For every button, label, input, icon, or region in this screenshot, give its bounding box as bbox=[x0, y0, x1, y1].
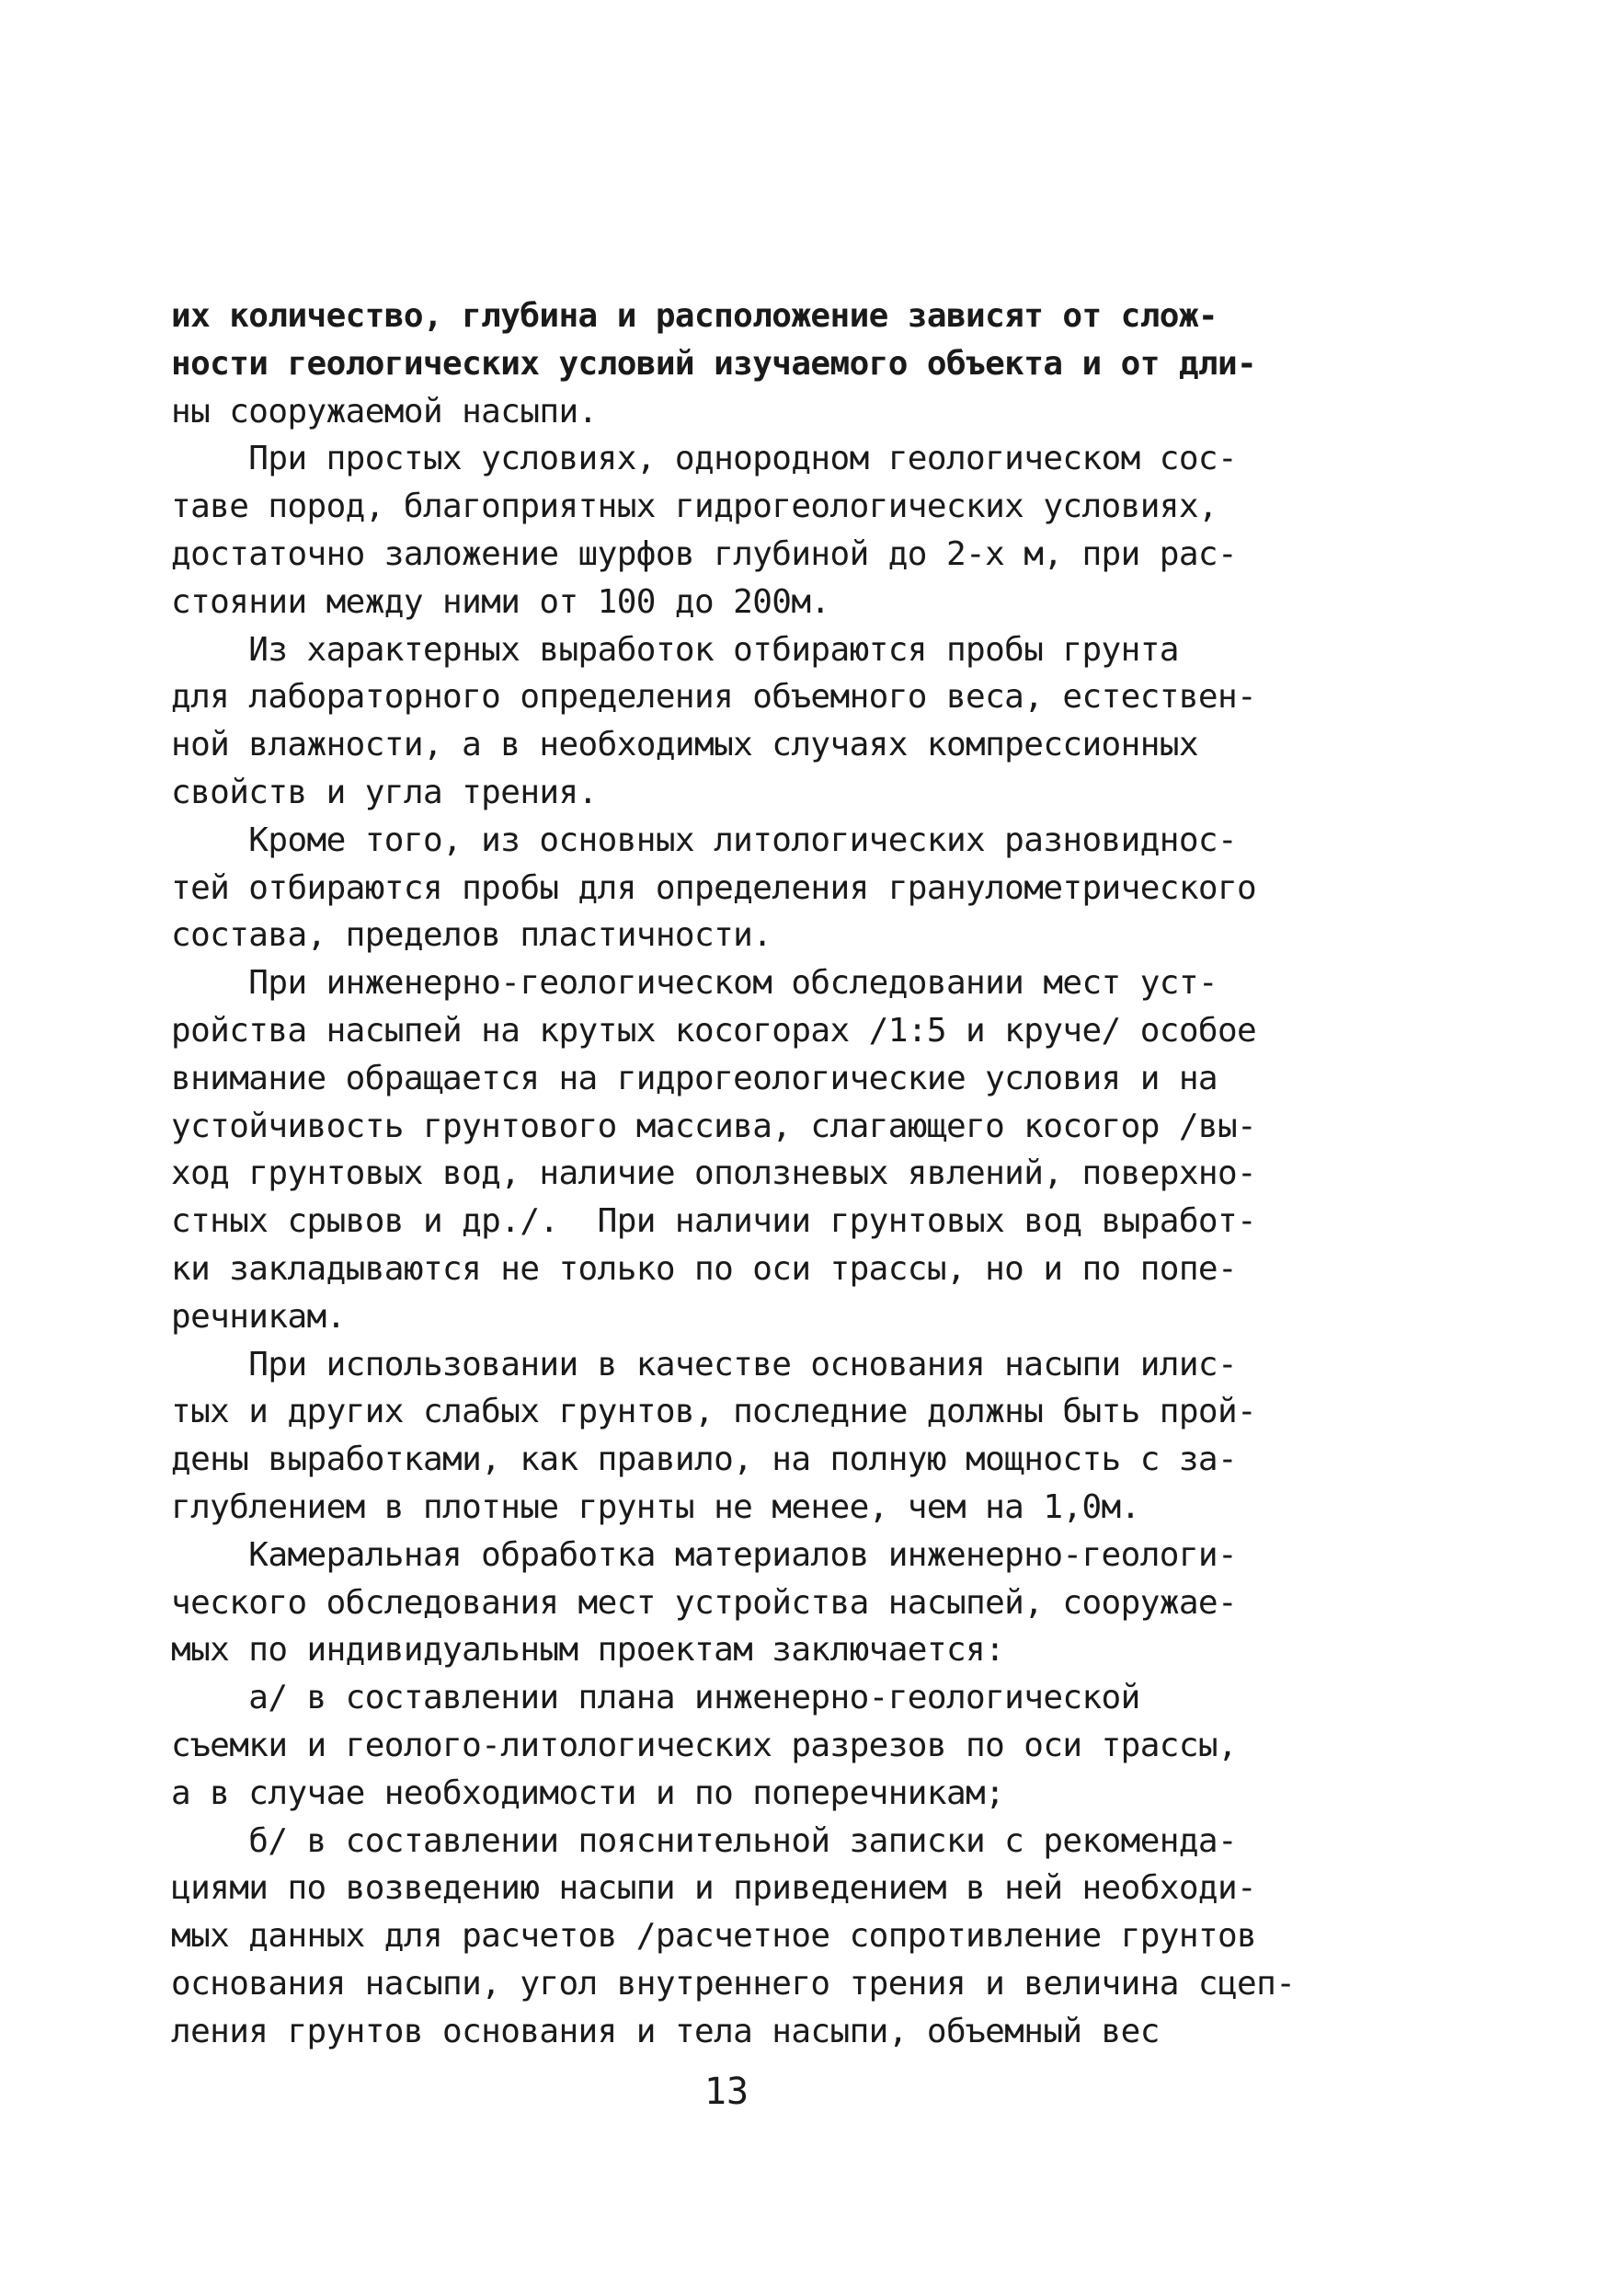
text-line: глублением в плотные грунты не менее, чем на 1,0м. bbox=[171, 1487, 1140, 1526]
text-line: устойчивость грунтового массива, слагающего косогор /вы- bbox=[171, 1107, 1257, 1145]
page-number: 13 bbox=[703, 2071, 749, 2113]
body-text bbox=[171, 293, 1296, 2055]
text-line: тых и других слабых грунтов, последние должны быть прой- bbox=[171, 1393, 1257, 1431]
text-line: а/ в составлении плана инженерно-геологической bbox=[171, 1679, 1140, 1717]
text-line: ления грунтов основания и тела насыпи, объемный вес bbox=[171, 2012, 1160, 2050]
text-line: внимание обращается на гидрогеологические условия и на bbox=[171, 1059, 1218, 1097]
text-line: Камеральная обработка материалов инженерно-геологи- bbox=[171, 1535, 1238, 1574]
text-line: свойств и угла трения. bbox=[171, 773, 598, 811]
text-line: а в случае необходимости и по поперечникам; bbox=[171, 1774, 1005, 1812]
text-line: съемки и геолого-литологических разрезов по оси трассы, bbox=[171, 1726, 1238, 1764]
text-line: ны сооружаемой насыпи. bbox=[171, 392, 598, 430]
text-line: Кроме того, из основных литологических разновиднос- bbox=[171, 821, 1238, 859]
text-line: б/ в составлении пояснительной записки с рекоменда- bbox=[171, 1821, 1238, 1860]
text-line: основания насыпи, угол внутреннего трения и величина сцеп- bbox=[171, 1964, 1296, 2003]
text-line: состава, пределов пластичности. bbox=[171, 916, 772, 955]
text-line: дены выработками, как правило, на полную мощность с за- bbox=[171, 1441, 1238, 1479]
text-line: ки закладываются не только по оси трассы, но и по попе- bbox=[171, 1249, 1238, 1288]
text-line: При использовании в качестве основания насыпи илис- bbox=[171, 1345, 1238, 1383]
text-line: ройства насыпей на крутых косогорах /1:5 и круче/ особое bbox=[171, 1011, 1257, 1050]
text-line: речникам. bbox=[171, 1297, 346, 1336]
text-line: ной влажности, а в необходимых случаях компрессионных bbox=[171, 726, 1198, 764]
text-line: Из характерных выработок отбираются пробы грунта bbox=[171, 630, 1179, 669]
text-line: таве пород, благоприятных гидрогеологических условиях, bbox=[171, 488, 1218, 526]
text-line: для лабораторного определения объемного веса, естествен- bbox=[171, 678, 1257, 717]
text-line: При простых условиях, однородном геологическом сос- bbox=[171, 440, 1238, 478]
text-line: достаточно заложение шурфов глубиной до 2-х м, при рас- bbox=[171, 534, 1238, 573]
text-line: мых данных для расчетов /расчетное сопротивление грунтов bbox=[171, 1917, 1257, 1956]
text-line: ности геологических условий изучаемого объекта и от дли- bbox=[171, 344, 1257, 383]
text-line: ческого обследования мест устройства насыпей, сооружае- bbox=[171, 1583, 1238, 1622]
text-line: их количество, глубина и расположение зависят от слож- bbox=[171, 297, 1218, 335]
text-line: стных срывов и др./. При наличии грунтовых вод выработ- bbox=[171, 1202, 1257, 1241]
text-line: тей отбираются пробы для определения гранулометрического bbox=[171, 868, 1257, 907]
text-line: мых по индивидуальным проектам заключается: bbox=[171, 1631, 1005, 1670]
text-line: стоянии между ними от 100 до 200м. bbox=[171, 582, 830, 621]
text-line: ход грунтовых вод, наличие оползневых явлений, поверхно- bbox=[171, 1154, 1257, 1193]
text-line: При инженерно-геологическом обследовании мест уст- bbox=[171, 964, 1218, 1003]
text-line: циями по возведению насыпи и приведением в ней необходи- bbox=[171, 1869, 1257, 1908]
